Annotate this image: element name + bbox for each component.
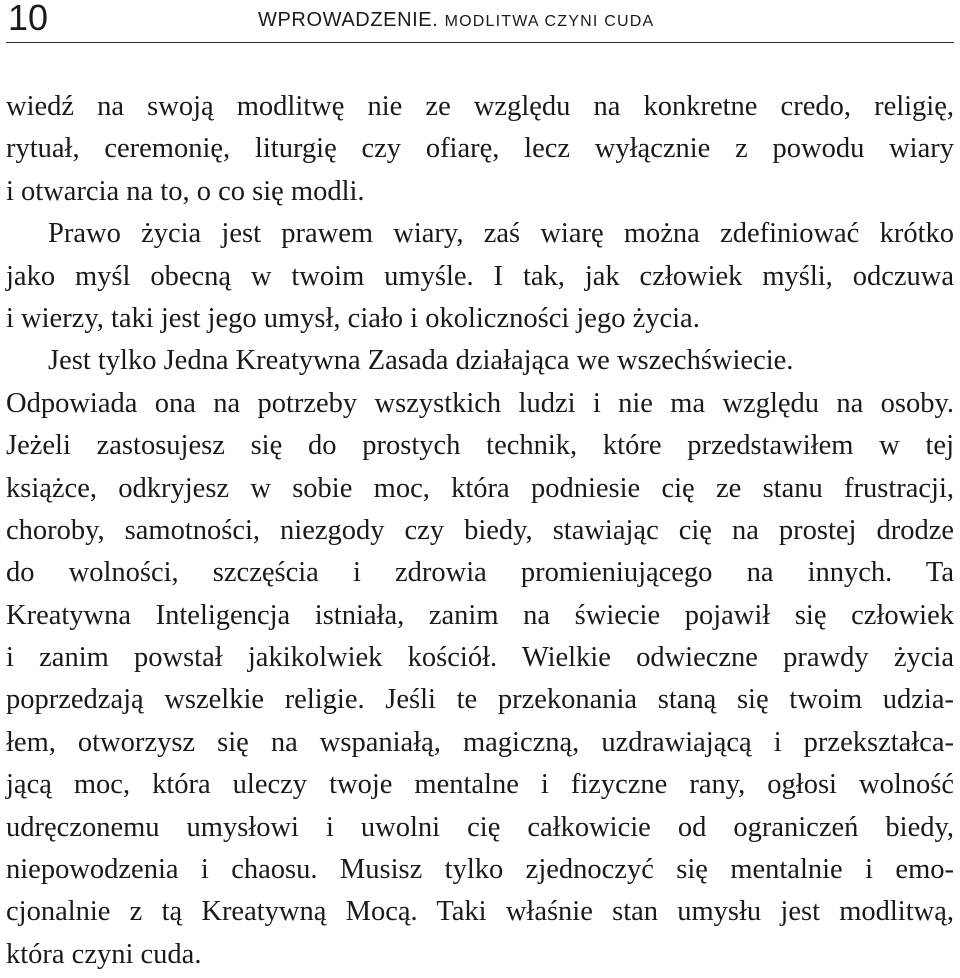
text-line: Odpowiada ona na potrzeby wszystkich ludzi i nie ma względu na osoby. — [6, 387, 954, 419]
text-line: jącą moc, która uleczy twoje mentalne i fizyczne rany, ogłosi wolność — [6, 769, 954, 801]
text-line: książce, odkryjesz w sobie moc, która podniesie cię ze stanu frustracji, — [6, 472, 954, 504]
running-head-lead: WPROWADZENIE. — [258, 9, 439, 31]
page-header — [6, 0, 954, 43]
body-text — [6, 86, 954, 976]
text-line: i wierzy, taki jest jego umysł, ciało i okoliczności jego życia. — [6, 302, 700, 334]
text-line: wiedź na swoją modlitwę nie ze względu na konkretne credo, religię, — [6, 91, 954, 122]
text-line: Prawo życia jest prawem wiary, zaś wiarę można zdefiniować krótko — [48, 218, 954, 250]
text-line: poprzedzają wszelkie religie. Jeśli te przekonania staną się twoim udzia- — [6, 684, 954, 716]
text-line: rytuał, ceremonię, liturgię czy ofiarę, lecz wyłącznie z powodu wiary — [6, 133, 954, 165]
text-line: do wolności, szczęścia i zdrowia promieniującego na innych. Ta — [6, 557, 954, 589]
running-head-title: MODLITWA CZYNI CUDA — [444, 13, 655, 30]
text-line: Jeżeli zastosujesz się do prostych technik, które przedstawiłem w tej — [6, 430, 954, 462]
text-line: Kreatywna Inteligencja istniała, zanim na świecie pojawił się człowiek — [6, 599, 954, 631]
text-line: Jest tylko Jedna Kreatywna Zasada działająca we wszechświecie. — [48, 345, 794, 377]
text-line: niepowodzenia i chaosu. Musisz tylko zjednoczyć się mentalnie i emo- — [6, 854, 954, 886]
text-line: choroby, samotności, niezgody czy biedy, stawiając cię na prostej drodze — [6, 514, 954, 546]
page-number: 10 — [8, 0, 49, 38]
text-line: i otwarcia na to, o co się modli. — [6, 175, 365, 207]
text-line: która czyni cuda. — [6, 938, 202, 970]
text-line: udręczonemu umysłowi i uwolni cię całkowicie od ograniczeń biedy, — [6, 811, 954, 843]
text-line: i zanim powstał jakikolwiek kościół. Wielkie odwieczne prawdy życia — [6, 642, 954, 674]
text-line: cjonalnie z tą Kreatywną Mocą. Taki właśnie stan umysłu jest modlitwą, — [6, 896, 954, 928]
text-line: łem, otworzysz się na wspaniałą, magiczną, uzdrawiającą i przekształca- — [6, 726, 954, 758]
text-line: jako myśl obecną w twoim umyśle. I tak, jak człowiek myśli, odczuwa — [6, 260, 954, 292]
running-head — [258, 8, 654, 34]
